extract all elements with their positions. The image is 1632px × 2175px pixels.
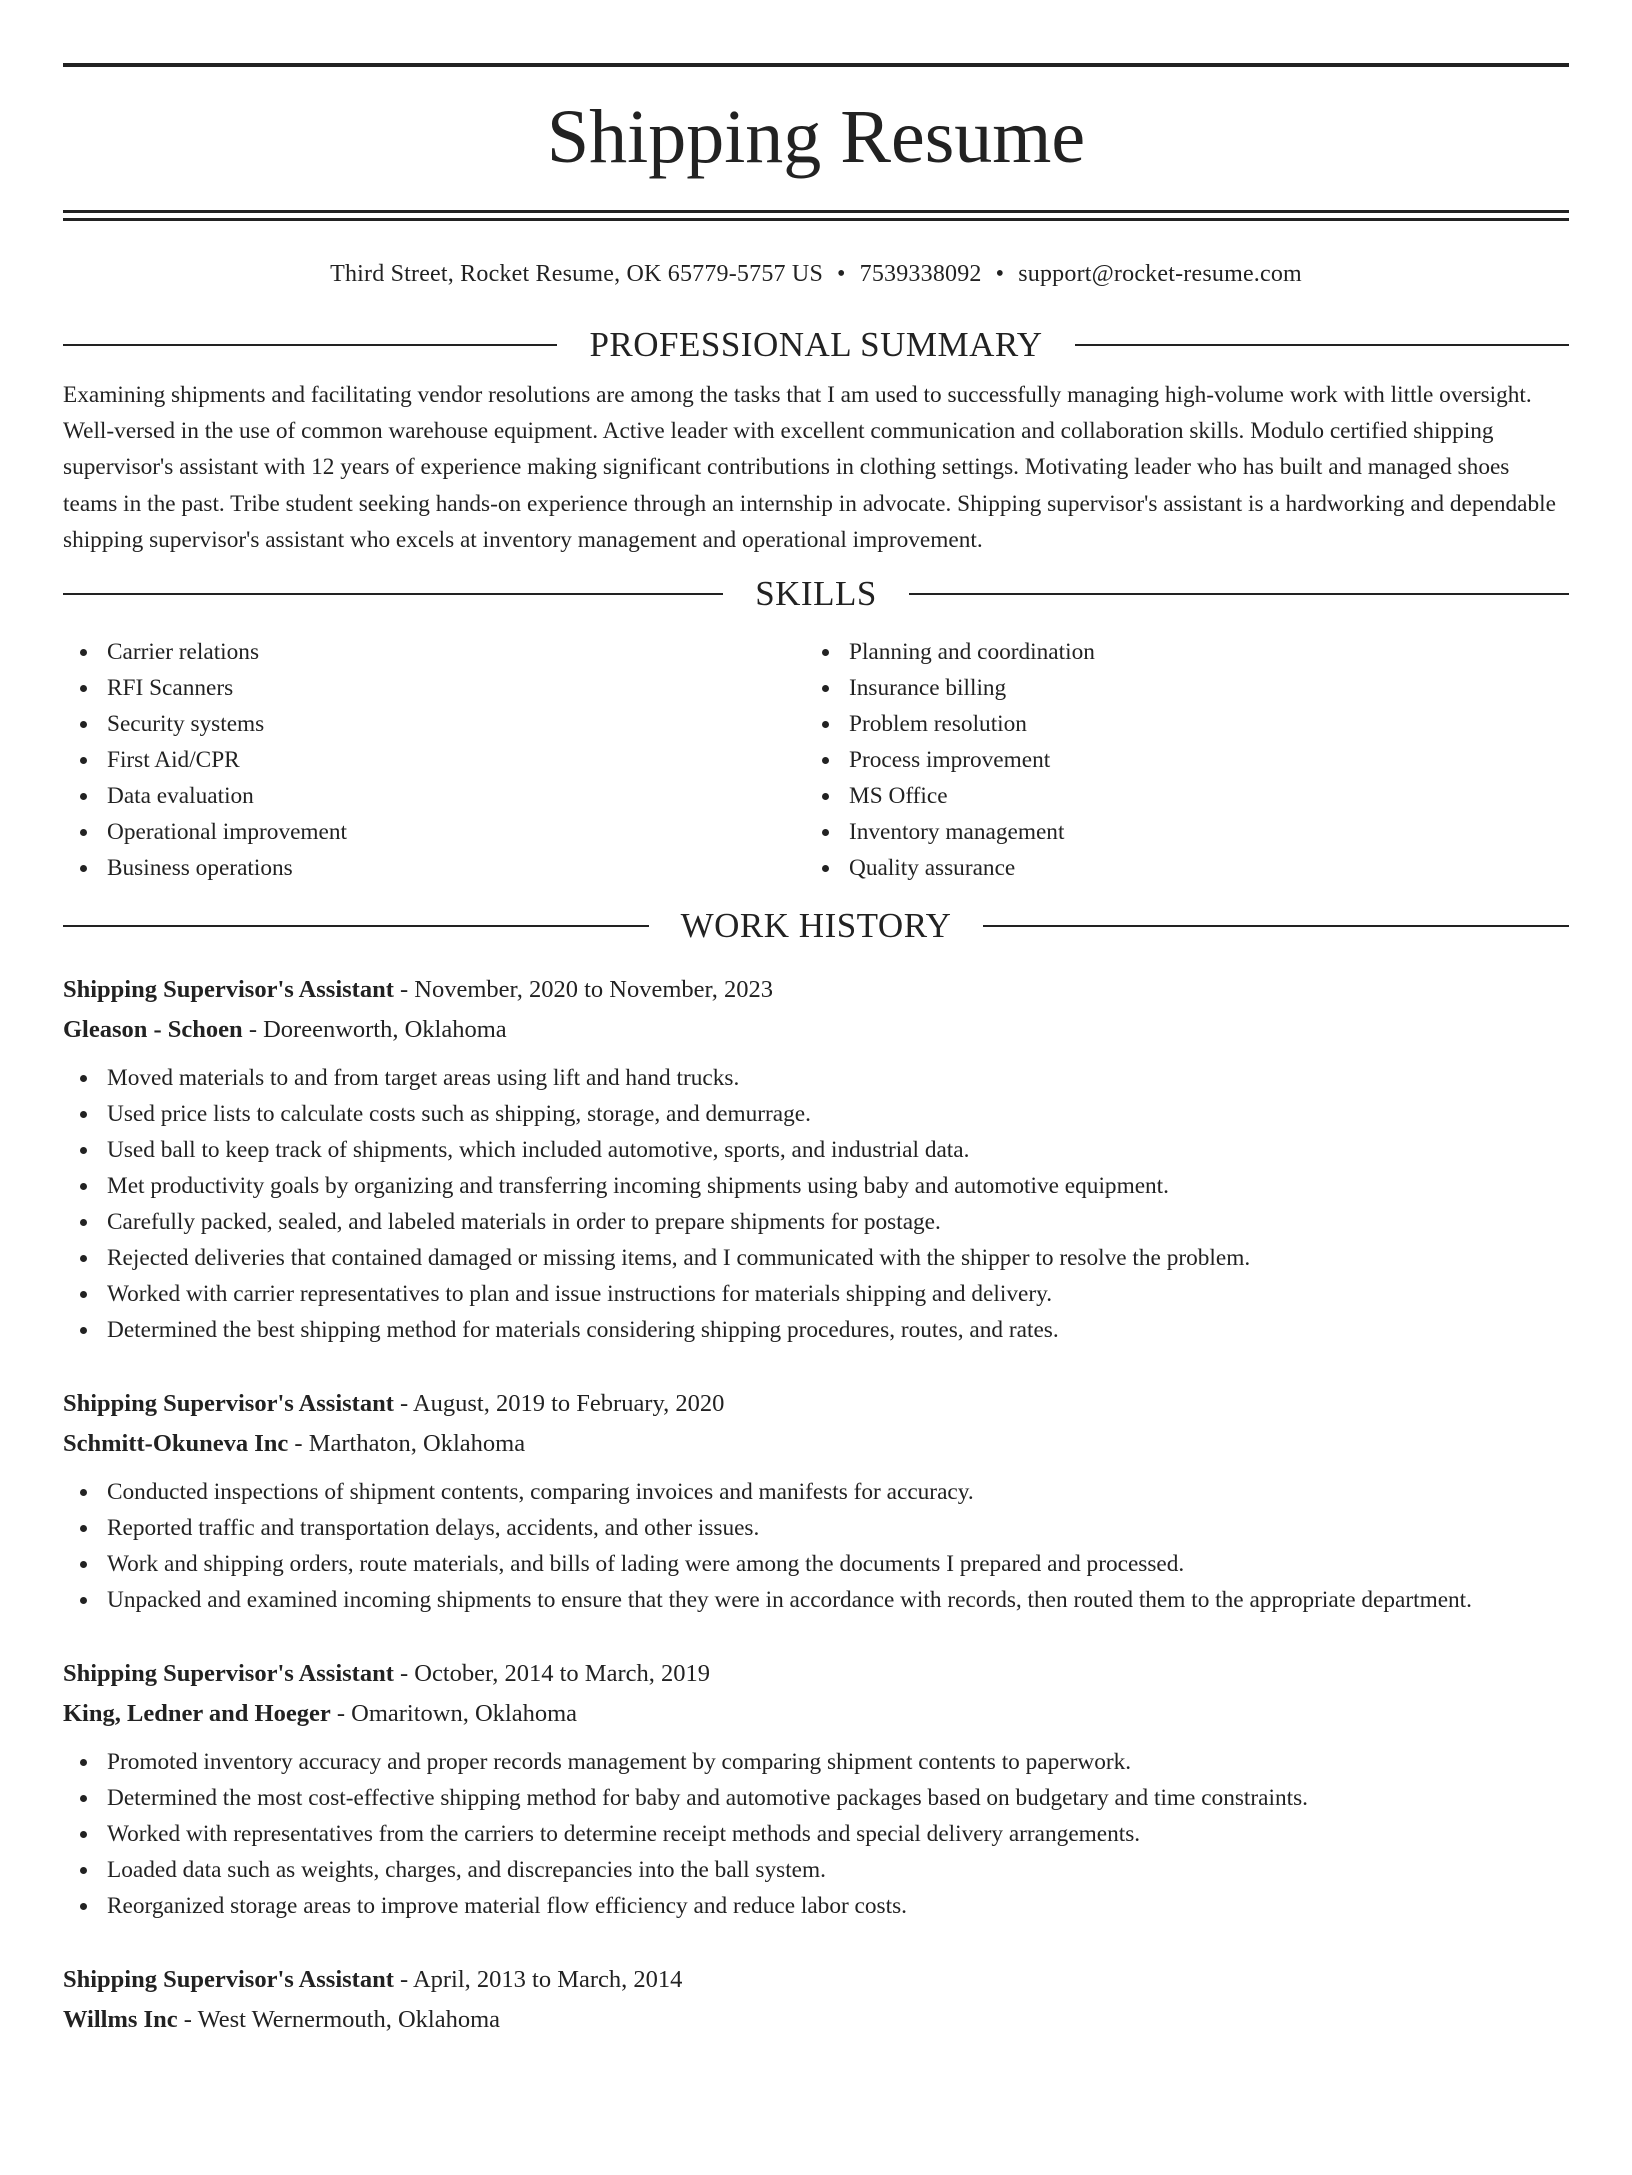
work-heading bbox=[63, 904, 1569, 948]
job-title: Shipping Supervisor's Assistant bbox=[63, 976, 394, 1004]
resume-title: Shipping Resume bbox=[546, 95, 1086, 179]
title-double-rule bbox=[63, 210, 1569, 221]
job-title-line: Shipping Supervisor's Assistant - November, 2020 to November, 2023 bbox=[63, 976, 773, 1004]
job-duty: Reorganized storage areas to improve material flow efficiency and reduce labor costs. bbox=[63, 1888, 1569, 1924]
job-duty: Conducted inspections of shipment contents, comparing invoices and manifests for accuracy. bbox=[63, 1474, 1569, 1510]
skills-list bbox=[63, 634, 1569, 886]
job-duty: Moved materials to and from target areas using lift and hand trucks. bbox=[63, 1060, 1569, 1096]
skill-item: Data evaluation bbox=[63, 778, 805, 814]
job-entry bbox=[63, 1384, 1569, 1618]
contact-email: support@rocket-resume.com bbox=[1018, 261, 1302, 287]
job-title-line: Shipping Supervisor's Assistant - April, 2013 to March, 2014 bbox=[63, 1966, 683, 1994]
job-company: Schmitt-Okuneva Inc bbox=[63, 1430, 289, 1458]
job-company: Willms Inc bbox=[63, 2006, 178, 2034]
job-location: West Wernermouth, Oklahoma bbox=[197, 2006, 501, 2034]
contact-separator: • bbox=[995, 261, 1005, 287]
job-duty: Loaded data such as weights, charges, and discrepancies into the ball system. bbox=[63, 1852, 1569, 1888]
job-duties bbox=[63, 1474, 1569, 1618]
job-duty: Promoted inventory accuracy and proper records management by comparing shipment contents to paperwork. bbox=[63, 1744, 1569, 1780]
skill-item: First Aid/CPR bbox=[63, 742, 805, 778]
skill-item: Inventory management bbox=[805, 814, 1547, 850]
contact-phone: 7539338092 bbox=[859, 261, 982, 287]
job-duty: Unpacked and examined incoming shipments to ensure that they were in accordance with records, then routed them to the appropriate department. bbox=[63, 1582, 1569, 1618]
job-duty: Carefully packed, sealed, and labeled materials in order to prepare shipments for postage. bbox=[63, 1204, 1569, 1240]
job-duty: Determined the best shipping method for materials considering shipping procedures, routes, and rates. bbox=[63, 1312, 1569, 1348]
job-duty: Rejected deliveries that contained damaged or missing items, and I communicated with the shipper to resolve the problem. bbox=[63, 1240, 1569, 1276]
job-duties bbox=[63, 1060, 1569, 1348]
job-duty: Determined the most cost-effective shipping method for baby and automotive packages based on budgetary and time constraints. bbox=[63, 1780, 1569, 1816]
skill-item: Operational improvement bbox=[63, 814, 805, 850]
job-duty: Used price lists to calculate costs such as shipping, storage, and demurrage. bbox=[63, 1096, 1569, 1132]
skills-column-left bbox=[63, 634, 805, 886]
job-company-line: Gleason - Schoen - Doreenworth, Oklahoma bbox=[63, 1016, 507, 1044]
job-duties bbox=[63, 1744, 1569, 1924]
summary-text: Examining shipments and facilitating vendor resolutions are among the tasks that I am used to successfully managing high-volume work with little oversight. Well-versed in the use of common warehouse equipment. Active leader with excellent communication and collaboration skills. Modulo certified shipping supervisor's assistant with 12 years of experience making significant contributions in clothing settings. Motivating leader who has built and managed shoes teams in the past. Tribe student seeking hands-on experience through an internship in advocate. Shipping supervisor's assistant is a hardworking and dependable shipping supervisor's assistant who excels at inventory management and operational improvement. bbox=[63, 382, 1556, 553]
skill-item: RFI Scanners bbox=[63, 670, 805, 706]
job-entry bbox=[63, 1960, 1569, 2040]
heading-rule bbox=[1075, 344, 1569, 346]
skills-heading-label: SKILLS bbox=[755, 574, 877, 614]
skills-heading bbox=[63, 572, 1569, 616]
job-title: Shipping Supervisor's Assistant bbox=[63, 1660, 394, 1688]
job-company: Gleason - Schoen bbox=[63, 1016, 243, 1044]
job-dates: April, 2013 to March, 2014 bbox=[412, 1966, 683, 1994]
heading-rule bbox=[63, 593, 723, 595]
job-title-line: Shipping Supervisor's Assistant - October, 2014 to March, 2019 bbox=[63, 1660, 710, 1688]
skill-item: Problem resolution bbox=[805, 706, 1547, 742]
job-duty: Used ball to keep track of shipments, which included automotive, sports, and industrial data. bbox=[63, 1132, 1569, 1168]
skills-column-right bbox=[805, 634, 1547, 886]
skill-item: Security systems bbox=[63, 706, 805, 742]
job-title: Shipping Supervisor's Assistant bbox=[63, 1390, 394, 1418]
job-location: Doreenworth, Oklahoma bbox=[263, 1016, 507, 1044]
skill-item: Process improvement bbox=[805, 742, 1547, 778]
work-heading-label: WORK HISTORY bbox=[680, 906, 952, 946]
job-duty: Met productivity goals by organizing and transferring incoming shipments using baby and automotive equipment. bbox=[63, 1168, 1569, 1204]
skill-item: Insurance billing bbox=[805, 670, 1547, 706]
job-company: King, Ledner and Hoeger bbox=[63, 1700, 331, 1728]
job-duty: Work and shipping orders, route materials, and bills of lading were among the documents I prepared and processed. bbox=[63, 1546, 1569, 1582]
skill-item: Business operations bbox=[63, 850, 805, 886]
heading-rule bbox=[63, 925, 649, 927]
heading-rule bbox=[63, 344, 557, 346]
contact-address: Third Street, Rocket Resume, OK 65779-5757 US bbox=[330, 261, 824, 287]
job-dates: November, 2020 to November, 2023 bbox=[414, 976, 773, 1004]
heading-rule bbox=[983, 925, 1569, 927]
job-entry bbox=[63, 1654, 1569, 1924]
skill-item: Quality assurance bbox=[805, 850, 1547, 886]
job-location: Marthaton, Oklahoma bbox=[308, 1430, 526, 1458]
job-entry bbox=[63, 970, 1569, 1348]
job-title-line: Shipping Supervisor's Assistant - August, 2019 to February, 2020 bbox=[63, 1390, 725, 1418]
skill-item: Planning and coordination bbox=[805, 634, 1547, 670]
job-company-line: Willms Inc - West Wernermouth, Oklahoma bbox=[63, 2006, 501, 2034]
resume-page bbox=[0, 63, 1632, 2175]
contact-line bbox=[63, 259, 1569, 289]
job-dates: October, 2014 to March, 2019 bbox=[414, 1660, 710, 1688]
contact-separator: • bbox=[837, 261, 846, 287]
job-company-line: King, Ledner and Hoeger - Omaritown, Oklahoma bbox=[63, 1700, 578, 1728]
job-duty: Worked with carrier representatives to plan and issue instructions for materials shipping and delivery. bbox=[63, 1276, 1569, 1312]
job-duty: Reported traffic and transportation delays, accidents, and other issues. bbox=[63, 1510, 1569, 1546]
job-company-line: Schmitt-Okuneva Inc - Marthaton, Oklahoma bbox=[63, 1430, 526, 1458]
skill-item: Carrier relations bbox=[63, 634, 805, 670]
work-history bbox=[63, 970, 1569, 2040]
skill-item: MS Office bbox=[805, 778, 1547, 814]
summary-heading bbox=[63, 323, 1569, 367]
job-location: Omaritown, Oklahoma bbox=[351, 1700, 578, 1728]
job-duty: Worked with representatives from the carriers to determine receipt methods and special delivery arrangements. bbox=[63, 1816, 1569, 1852]
summary-heading-label: PROFESSIONAL SUMMARY bbox=[589, 325, 1043, 364]
heading-rule bbox=[909, 593, 1569, 595]
job-dates: August, 2019 to February, 2020 bbox=[412, 1390, 725, 1418]
job-title: Shipping Supervisor's Assistant bbox=[63, 1966, 394, 1994]
